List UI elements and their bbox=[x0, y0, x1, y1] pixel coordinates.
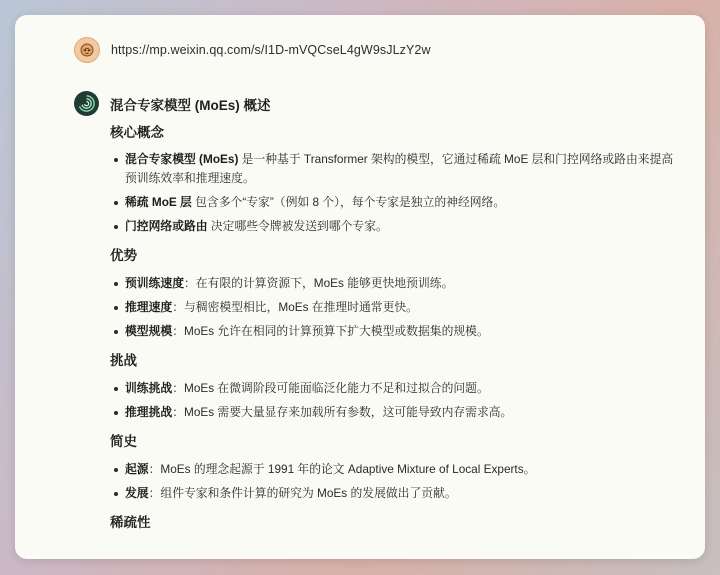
list-item bbox=[110, 460, 680, 479]
section-heading-challenges: 挑战 bbox=[110, 353, 137, 368]
list-item-term: 模型规模 bbox=[125, 324, 173, 338]
list-item-term: 起源 bbox=[125, 462, 149, 476]
user-message bbox=[74, 37, 431, 63]
list-item-text: ：MoEs 允许在相同的计算预算下扩大模型或数据集的规模。 bbox=[172, 324, 489, 338]
section-heading-advantages: 优势 bbox=[110, 248, 137, 263]
list-item bbox=[110, 150, 680, 188]
list-item bbox=[110, 322, 680, 341]
list-item-term: 推理挑战 bbox=[125, 405, 173, 419]
list-item-text: ：组件专家和条件计算的研究为 MoEs 的发展做出了贡献。 bbox=[148, 486, 457, 500]
assistant-logo-icon bbox=[74, 91, 99, 116]
list-item-text: ：在有限的计算资源下，MoEs 能够更快地预训练。 bbox=[184, 276, 454, 290]
list-item-term: 发展 bbox=[125, 486, 149, 500]
list-item bbox=[110, 379, 680, 398]
list-item bbox=[110, 403, 680, 422]
chat-card bbox=[15, 15, 705, 559]
list-item-term: 门控网络或路由 bbox=[125, 219, 208, 233]
user-avatar-icon bbox=[74, 37, 100, 63]
list-item-term: 稀疏 MoE 层 bbox=[125, 195, 192, 209]
list-item-text: 包含多个“专家”（例如 8 个），每个专家是独立的神经网络。 bbox=[191, 195, 506, 209]
section-heading-history: 简史 bbox=[110, 434, 137, 449]
user-message-url[interactable]: https://mp.weixin.qq.com/s/I1D-mVQCseL4gW9sJLzY2w bbox=[111, 43, 431, 57]
list-item bbox=[110, 193, 680, 212]
list-item bbox=[110, 298, 680, 317]
list-item-text: ：MoEs 需要大量显存来加载所有参数，这可能导致内存需求高。 bbox=[172, 405, 513, 419]
history-list bbox=[110, 460, 680, 503]
response-title: 混合专家模型 (MoEs) 概述 bbox=[110, 98, 271, 113]
list-item-term: 推理速度 bbox=[125, 300, 173, 314]
challenges-list bbox=[110, 379, 680, 422]
list-item-term: 训练挑战 bbox=[125, 381, 173, 395]
section-heading-core-concepts: 核心概念 bbox=[110, 125, 164, 140]
list-item-text: 决定哪些令牌被发送到哪个专家。 bbox=[207, 219, 388, 233]
list-item-term: 混合专家模型 (MoEs) bbox=[125, 152, 239, 166]
list-item bbox=[110, 484, 680, 503]
section-heading-sparsity: 稀疏性 bbox=[110, 515, 151, 530]
list-item-term: 预训练速度 bbox=[125, 276, 184, 290]
list-item-text: ：与稠密模型相比，MoEs 在推理时通常更快。 bbox=[172, 300, 418, 314]
list-item bbox=[110, 274, 680, 293]
list-item-text: 是一种基于 Transformer 架构的模型，它通过稀疏 MoE 层和门控网络或路由来提高预训练效率和推理速度。 bbox=[125, 152, 674, 185]
advantages-list bbox=[110, 274, 680, 341]
list-item bbox=[110, 217, 680, 236]
list-item-text: ：MoEs 在微调阶段可能面临泛化能力不足和过拟合的问题。 bbox=[172, 381, 489, 395]
list-item-text: ：MoEs 的理念起源于 1991 年的论文 Adaptive Mixture of Local Experts。 bbox=[148, 462, 536, 476]
core-concepts-list bbox=[110, 150, 680, 236]
assistant-response bbox=[110, 95, 680, 533]
